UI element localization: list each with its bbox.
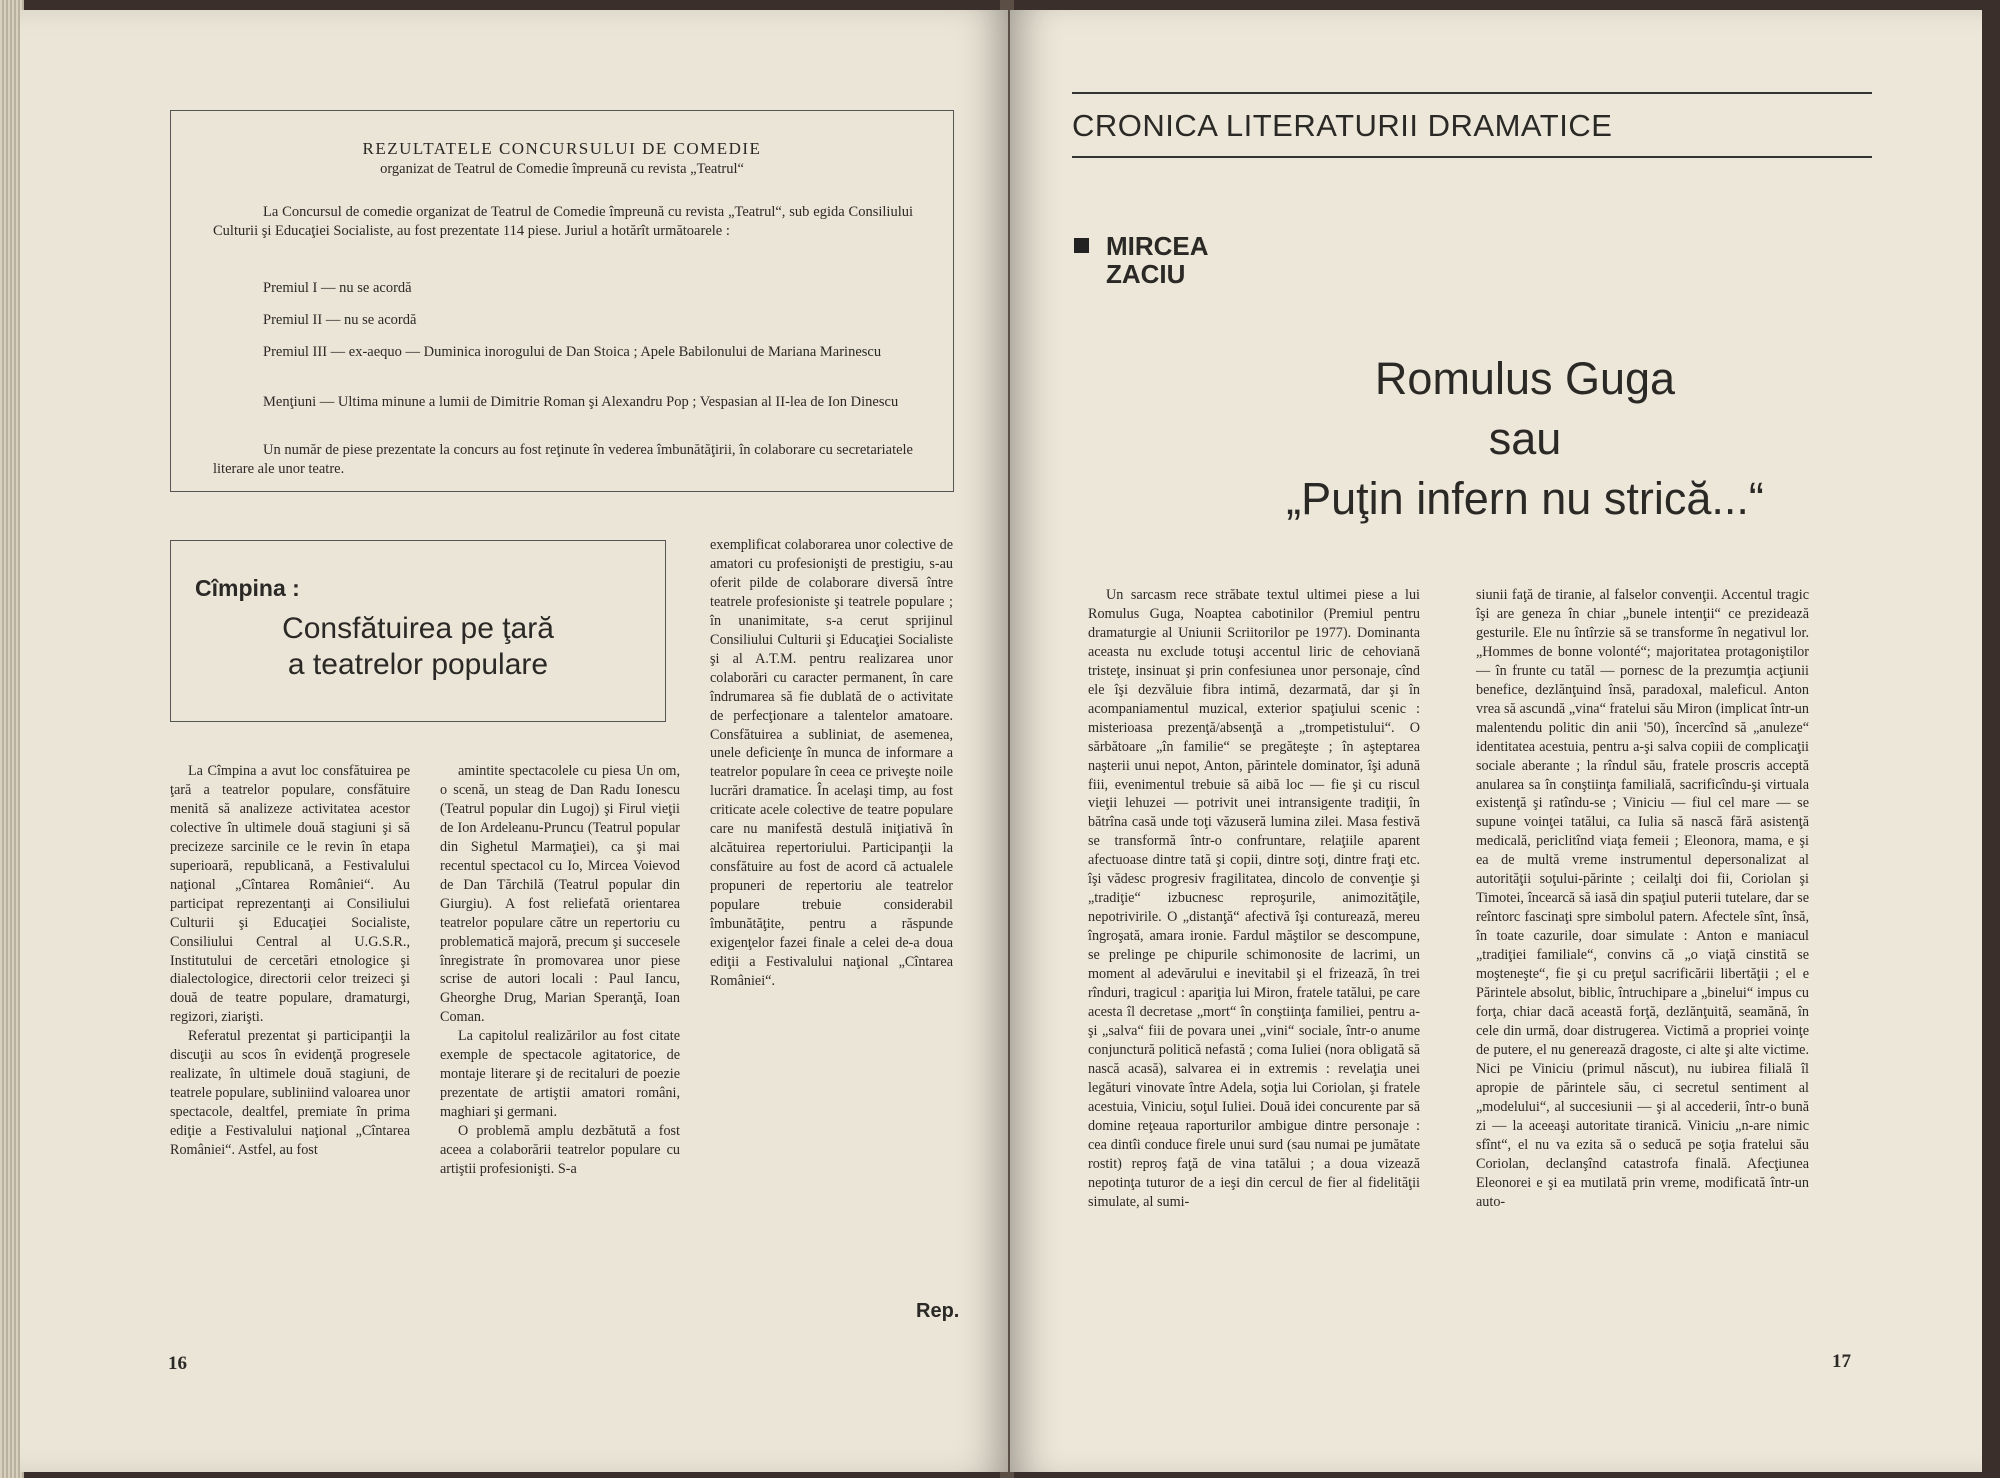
paragraph: siunii faţă de tiranie, al falselor convenţii. Accentul tragic îşi are geneza în chiar „bunele intenţii“ ce prezidează gesturile. Ele nu întîrzie să se transforme în negativul lor. „Hommes de bonne volonté“; majoritatea protagoniştilor — în frunte cu tatăl — pornesc de la prezumţia acţiunii benefice, dezlănţuind însă, paradoxal, maleficul. Anton vrea să ascundă „vina“ fratelui său Miron (implicat într-un malentendu politic din anii '50), încercînd să „anuleze“ identitatea acestuia, pentru a-şi salva copiii de complicaţii sociale aberante ; la rîndul său, fratele proscris acceptă anularea sa în conştiinţa familială, sacrificîndu-şi virtuala existenţă şi ratîndu-se ; Viniciu — fiul cel mare — se supune voinţei tatălui, ca Iulia să nască fără asistenţă medicală, periclitînd viaţa femeii ; Eleonora, mama, e şi ea de multă vreme instrumentul depersonalizat al autorităţii soţului-părinte ; ceilalţi doi fii, Coriolan şi Timotei, încearcă să iasă din spaţiul puterii tutelare, dar se reîntorc fascinaţi spre simbolul patern. Afectele sînt, însă, în toate cazurile, doar simulate : Anton e maniacul „tradiţiei familiale“, convins că „o viaţă cinstită se moşteneşte“, fie şi cu preţul sacrificării libertăţii ; el e Părintele absolut, biblic, întruchipare a „binelui“ impus cu forţa, chiar dacă această forţă, dezlănţuită, seamănă, în cele din urmă, doar distrugerea. Victimă a propriei voinţe de putere, el nu generează dragoste, ci alte şi alte victime. Nici pe Viniciu (primul născut), nu iubirea filială îl apropie de părintele său, ci secretul sentiment al „modelului“, al succesiunii — şi al accederii, într-o bună zi — la aceeaşi autoritate tiranică. Viniciu „n-are nimic sfînt“, el nu va ezita să o seducă pe soţia fratelui său Coriolan, declanşînd catastrofa finală. Afecţiunea Eleonorei e şi ea mutilată prin vreme, modificată într-un auto- xyxy=(1476,587,1809,1210)
results-title: REZULTATELE CONCURSULUI DE COMEDIE xyxy=(362,139,762,158)
campina-column-1 xyxy=(170,762,410,1160)
signature: Rep. xyxy=(916,1300,960,1322)
article-title-line-2: sau xyxy=(1488,413,1562,464)
campina-kicker: Cîmpina : xyxy=(195,575,300,601)
campina-column-3 xyxy=(710,536,953,991)
paragraph: amintite spectacolele cu piesa Un om, o scenă, un steag de Dan Radu Ionescu (Teatrul popular din Lugoj) şi Firul vieţii de Ion Ardeleanu-Pruncu (Teatrul popular din Sighetul Marmaţiei), ca şi mai recentul spectacol cu Io, Mircea Voievod de Dan Tărchilă (Teatrul popular din Giurgiu). A fost reliefată orientarea teatrelor populare către un repertoriu cu problematică majoră, precum şi succesele înregistrate în promovarea unor piese scrise de autori locali : Paul Iancu, Gheorghe Drug, Marian Speranţă, Ioan Coman. xyxy=(440,763,680,1026)
results-intro: La Concursul de comedie organizat de Teatrul de Comedie împreună cu revista „Teatrul“, sub egida Consiliului Culturii şi Educaţiei Socialiste, au fost prezentate 114 piese. Juriul a hotărît următoarele : xyxy=(213,204,913,239)
campina-column-2 xyxy=(440,762,680,1179)
results-prize-1: Premiul I — nu se acordă xyxy=(263,280,412,296)
results-mentions: Menţiuni — Ultima minune a lumii de Dimitrie Roman şi Alexandru Pop ; Vespasian al II-lea de Ion Dinescu xyxy=(263,394,899,410)
right-page xyxy=(1010,10,1982,1472)
paragraph: La Cîmpina a avut loc consfătuirea pe ţară a teatrelor populare, consfătuire menită să analizeze activitatea acestor colective în ultimele două stagiuni şi să precizeze sarcinile ce le revin în etapa superioară, republicană, a Festivalului naţional „Cîntarea României“. Au participat reprezentanţi ai Consiliului Culturii şi Educaţiei Socialiste, Consiliului Central al U.G.S.R., Institutului de cercetări etnologice şi dialectologice, directorii celor treizeci şi două de teatre populare, dramaturgi, regizori, ziarişti. xyxy=(170,763,410,1026)
article-title-line-3: „Puţin infern nu strică...“ xyxy=(1286,473,1764,524)
left-page xyxy=(20,10,1008,1472)
page-number: 17 xyxy=(1832,1351,1851,1372)
article-title-line-1: Romulus Guga xyxy=(1374,353,1676,404)
results-prize-2: Premiul II — nu se acordă xyxy=(263,312,417,328)
results-subtitle: organizat de Teatrul de Comedie împreună cu revista „Teatrul“ xyxy=(380,161,744,177)
author-name-line-2: ZACIU xyxy=(1106,259,1186,289)
campina-title-line-2: a teatrelor populare xyxy=(287,648,549,681)
author-name-line-1: MIRCEA xyxy=(1106,231,1209,261)
results-box xyxy=(170,110,954,492)
paragraph: Referatul prezentat şi participanţii la discuţii au scos în evidenţă progresele realizate, în ultimele două stagiuni, de teatrele populare, subliniind valoarea unor spectacole, dealtfel, premiate în prima ediţie a Festivalului naţional „Cîntarea României“. Astfel, au fost xyxy=(170,1028,410,1159)
results-prize-3: Premiul III — ex-aequo — Duminica inorogului de Dan Stoica ; Apele Babilonului de Mariana Marinescu xyxy=(263,344,882,360)
article-column-1 xyxy=(1088,586,1420,1211)
section-rule-bottom xyxy=(1072,156,1872,158)
paragraph: O problemă amplu dezbătută a fost aceea a colaborării teatrelor populare cu artiştii profesionişti. S-a xyxy=(440,1123,680,1178)
paragraph: exemplificat colaborarea unor colective de amatori cu profesionişti de prestigiu, s-au oferit pilde de colaborare diversă între teatrele profesioniste şi teatrele populare ; în unanimitate, s-a cerut sprijinul Consiliului Culturii şi Educaţiei Socialiste şi al A.T.M. pentru realizarea unor colaborări cu caracter permanent, în care îndrumarea să fie dublată de o activitate de perfecţionare a talentelor amatoare. Consfătuirea a subliniat, de asemenea, unele deficienţe în munca de informare a teatrelor populare în ceea ce priveşte noile lucrări dramatice. În acelaşi timp, au fost criticate acele colective de teatre populare care nu manifestă destulă iniţiativă în alcătuirea repertoriului. Participanţii la consfătuire au fost de acord că actualele propuneri de repertoriu ale teatrelor populare trebuie considerabil îmbunătăţite, pentru a răspunde exigenţelor fazei finale a celei de-a doua ediţii a Festivalului naţional „Cîntarea României“. xyxy=(710,537,953,989)
campina-title-line-1: Consfătuirea pe ţară xyxy=(282,612,554,645)
paragraph: La capitolul realizărilor au fost citate exemple de spectacole agitatorice, de montaje literare şi de recitaluri de poezie prezentate de artiştii amatori români, maghiari şi germani. xyxy=(440,1028,680,1121)
section-rule-top xyxy=(1072,92,1872,94)
page-number: 16 xyxy=(168,1353,187,1374)
section-title: CRONICA LITERATURII DRAMATICE xyxy=(1072,108,1613,143)
author-marker-icon xyxy=(1074,238,1089,253)
results-note: Un număr de piese prezentate la concurs au fost reţinute în vederea îmbunătăţirii, în colaborare cu secretariatele literare ale unor teatre. xyxy=(213,442,913,477)
campina-box xyxy=(170,540,666,722)
paragraph: Un sarcasm rece străbate textul ultimei piese a lui Romulus Guga, Noaptea cabotinilor (Premiul pentru dramaturgie al Uniunii Scriitorilor pe 1977). Dominanta aceasta nu exclude totuşi accentul liric de cehoviană tristeţe, insinuat şi prin confesiunea unor personaje, cînd ele îşi dezvăluie fibra intimă, dezarmată, dar şi în acompaniamentul muzical, exterior spaţiului scenic : misterioasa prezenţă/absenţă a „trompetistului“. O sărbătoare „în familie“ se pregăteşte ; în aşteptarea naşterii unui nepot, Anton, părintele dominator, îşi adună fiii, evenimentul trebuie să aibă loc — fie şi cu riscul vieţii lehuzei — potrivit unei intransigente tradiţii, în bătrîna casă unde toţi văzuseră lumina zilei. Masa festivă se transformă într-o confruntare, relaţiile aparent afectuoase dintre tată şi copii, dintre soţi, dintre fraţi etc. îşi vădesc progresiv fragilitatea, dincolo de convenţie şi „tradiţie“ izbucnesc reproşurile, animozităţile, nepotrivirile. O „distanţă“ afectivă îşi conturează, mereu îngroşată, amara ironie. Fardul măştilor se descompune, se prelinge pe chipurile schimonosite de lacrimi, un moment al adevărului e inevitabil şi el frizează, în trei rînduri, tragicul : apariţia lui Miron, fratele tatălui, pe care acesta îl decretase „mort“ în conştiinţa familiei, pentru a-şi „salva“ fiii de povara unei „vini“ sociale, într-o anume conjunctură politică nefastă ; coma Iuliei (nora obligată să nască acasă), salvarea ei in extremis : revelaţia unei legături vinovate între Adela, soţia lui Coriolan, şi fratele acestuia, Viniciu, soţul Iuliei. Două idei concurente par să domine reţeaua raporturilor ambigue dintre personaje : cea dintîi conduce firele unui surd (sau numai pe jumătate rostit) reproş faţă de vina tatălui ; a doua vizează nepotinţa tuturor de a ieşi din cercul de fier al fidelităţii simulate, al sumi- xyxy=(1088,587,1420,1210)
article-column-2 xyxy=(1476,586,1809,1211)
